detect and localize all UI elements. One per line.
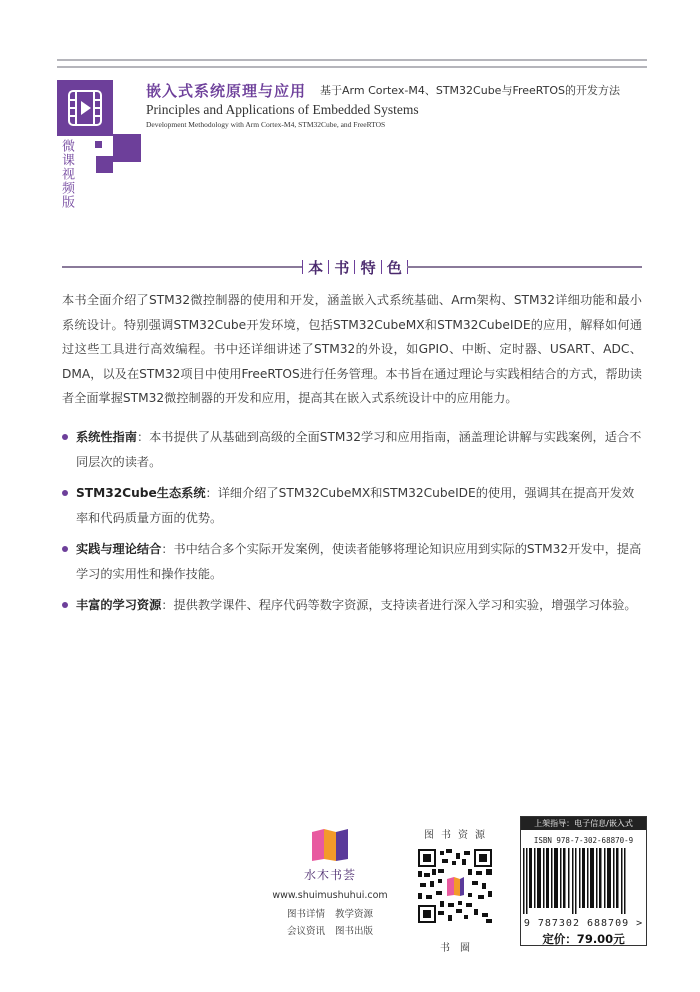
feature-name: 实践与理论结合 — [76, 542, 162, 556]
section-title — [302, 255, 408, 279]
book-subtitle-en: Development Methodology with Arm Cortex-M4, STM32Cube, and FreeRTOS — [146, 120, 386, 129]
decor-square — [113, 134, 141, 162]
section-title-char: 书 — [334, 258, 350, 277]
publisher-url[interactable]: www.shuimushuhui.com — [272, 890, 388, 901]
series-label: 微课视频版 — [59, 139, 74, 209]
isbn: ISBN 978-7-302-68870-9 — [533, 836, 634, 845]
barcode-box — [520, 816, 647, 946]
section-title-char: 特 — [360, 258, 376, 277]
feature-name: 丰富的学习资源 — [76, 598, 162, 612]
link-book-details[interactable]: 图书详情 — [286, 909, 325, 920]
feature-item — [62, 425, 642, 474]
bullet-icon — [62, 490, 68, 496]
divider — [407, 266, 642, 268]
feature-text: ：书中结合多个实际开发案例，使读者能够将理论知识应用到实际的STM32开发中，提高学习的实用性和操作技能。 — [76, 542, 642, 581]
divider-bar — [381, 260, 382, 274]
intro-paragraph: 本书全面介绍了STM32微控制器的使用和开发，涵盖嵌入式系统基础、Arm架构、STM32详细功能和最小系统设计。特别强调STM32Cube开发环境，包括STM32CubeMX和STM32CubeIDE的应用，解释如何通过这些工具进行高效编程。书中还详细讲述了STM32的外设，如GPIO、中断、定时器、USART、ADC、DMA，以及在STM32项目中使用FreeRTOS进行任务管理。本书旨在通过理论与实践相结合的方式，帮助读者全面掌握STM32微控制器的开发和应用，提高其在嵌入式系统设计中的应用能力。 — [62, 293, 642, 405]
bullet-icon — [62, 434, 68, 440]
book-subtitle-cn: 基于Arm Cortex-M4、STM32Cube与FreeRTOS的开发方法 — [320, 84, 620, 97]
top-rule — [57, 59, 647, 61]
publisher-links — [250, 906, 410, 940]
divider-bar — [302, 260, 303, 274]
publisher-logo-icon — [310, 828, 350, 862]
publisher-block — [250, 828, 410, 940]
top-rule — [57, 66, 647, 68]
feature-item — [62, 593, 642, 618]
decor-square — [96, 156, 113, 173]
feature-name: 系统性指南 — [76, 430, 137, 444]
barcode-icon — [521, 848, 627, 914]
feature-list — [62, 425, 642, 625]
decor-square — [95, 141, 102, 148]
bullet-icon — [62, 602, 68, 608]
section-title-char: 色 — [386, 258, 402, 277]
feature-item — [62, 537, 642, 586]
qr-block — [410, 826, 500, 954]
link-book-publishing[interactable]: 图书出版 — [335, 926, 374, 937]
divider — [62, 266, 302, 268]
bullet-icon — [62, 546, 68, 552]
book-title-en: Principles and Applications of Embedded Systems — [146, 102, 419, 117]
ean-number: 9 787302 688709 > — [523, 918, 644, 929]
link-teaching-resources[interactable]: 教学资源 — [335, 909, 374, 920]
link-conference-news[interactable]: 会议资讯 — [286, 926, 325, 937]
feature-text: ：提供教学课件、程序代码等数字资源，支持读者进行深入学习和实验，增强学习体验。 — [161, 598, 637, 612]
feature-text: ：详细介绍了STM32CubeMX和STM32CubeIDE的使用，强调其在提高开发效率和代码质量方面的优势。 — [76, 486, 635, 525]
feature-name: STM32Cube生态系统 — [76, 486, 206, 500]
qr-code-icon[interactable] — [418, 849, 492, 923]
feature-text: ：本书提供了从基础到高级的全面STM32学习和应用指南，涵盖理论讲解与实践案例，适合不同层次的读者。 — [76, 430, 642, 469]
qr-title: 图书资源 — [424, 830, 492, 841]
price: 定价：79.00元 — [542, 932, 625, 946]
feature-item — [62, 481, 642, 530]
series-logo — [57, 80, 113, 136]
publisher-name: 水木书荟 — [303, 868, 356, 882]
divider-bar — [328, 260, 329, 274]
video-film-icon — [67, 89, 103, 127]
book-title-cn: 嵌入式系统原理与应用 — [146, 82, 307, 100]
shelf-guide: 上架指导：电子信息/嵌入式 — [521, 817, 646, 830]
section-header — [62, 255, 642, 279]
divider-bar — [354, 260, 355, 274]
qr-caption: 书圈 — [440, 943, 480, 954]
section-title-char: 本 — [308, 258, 324, 277]
